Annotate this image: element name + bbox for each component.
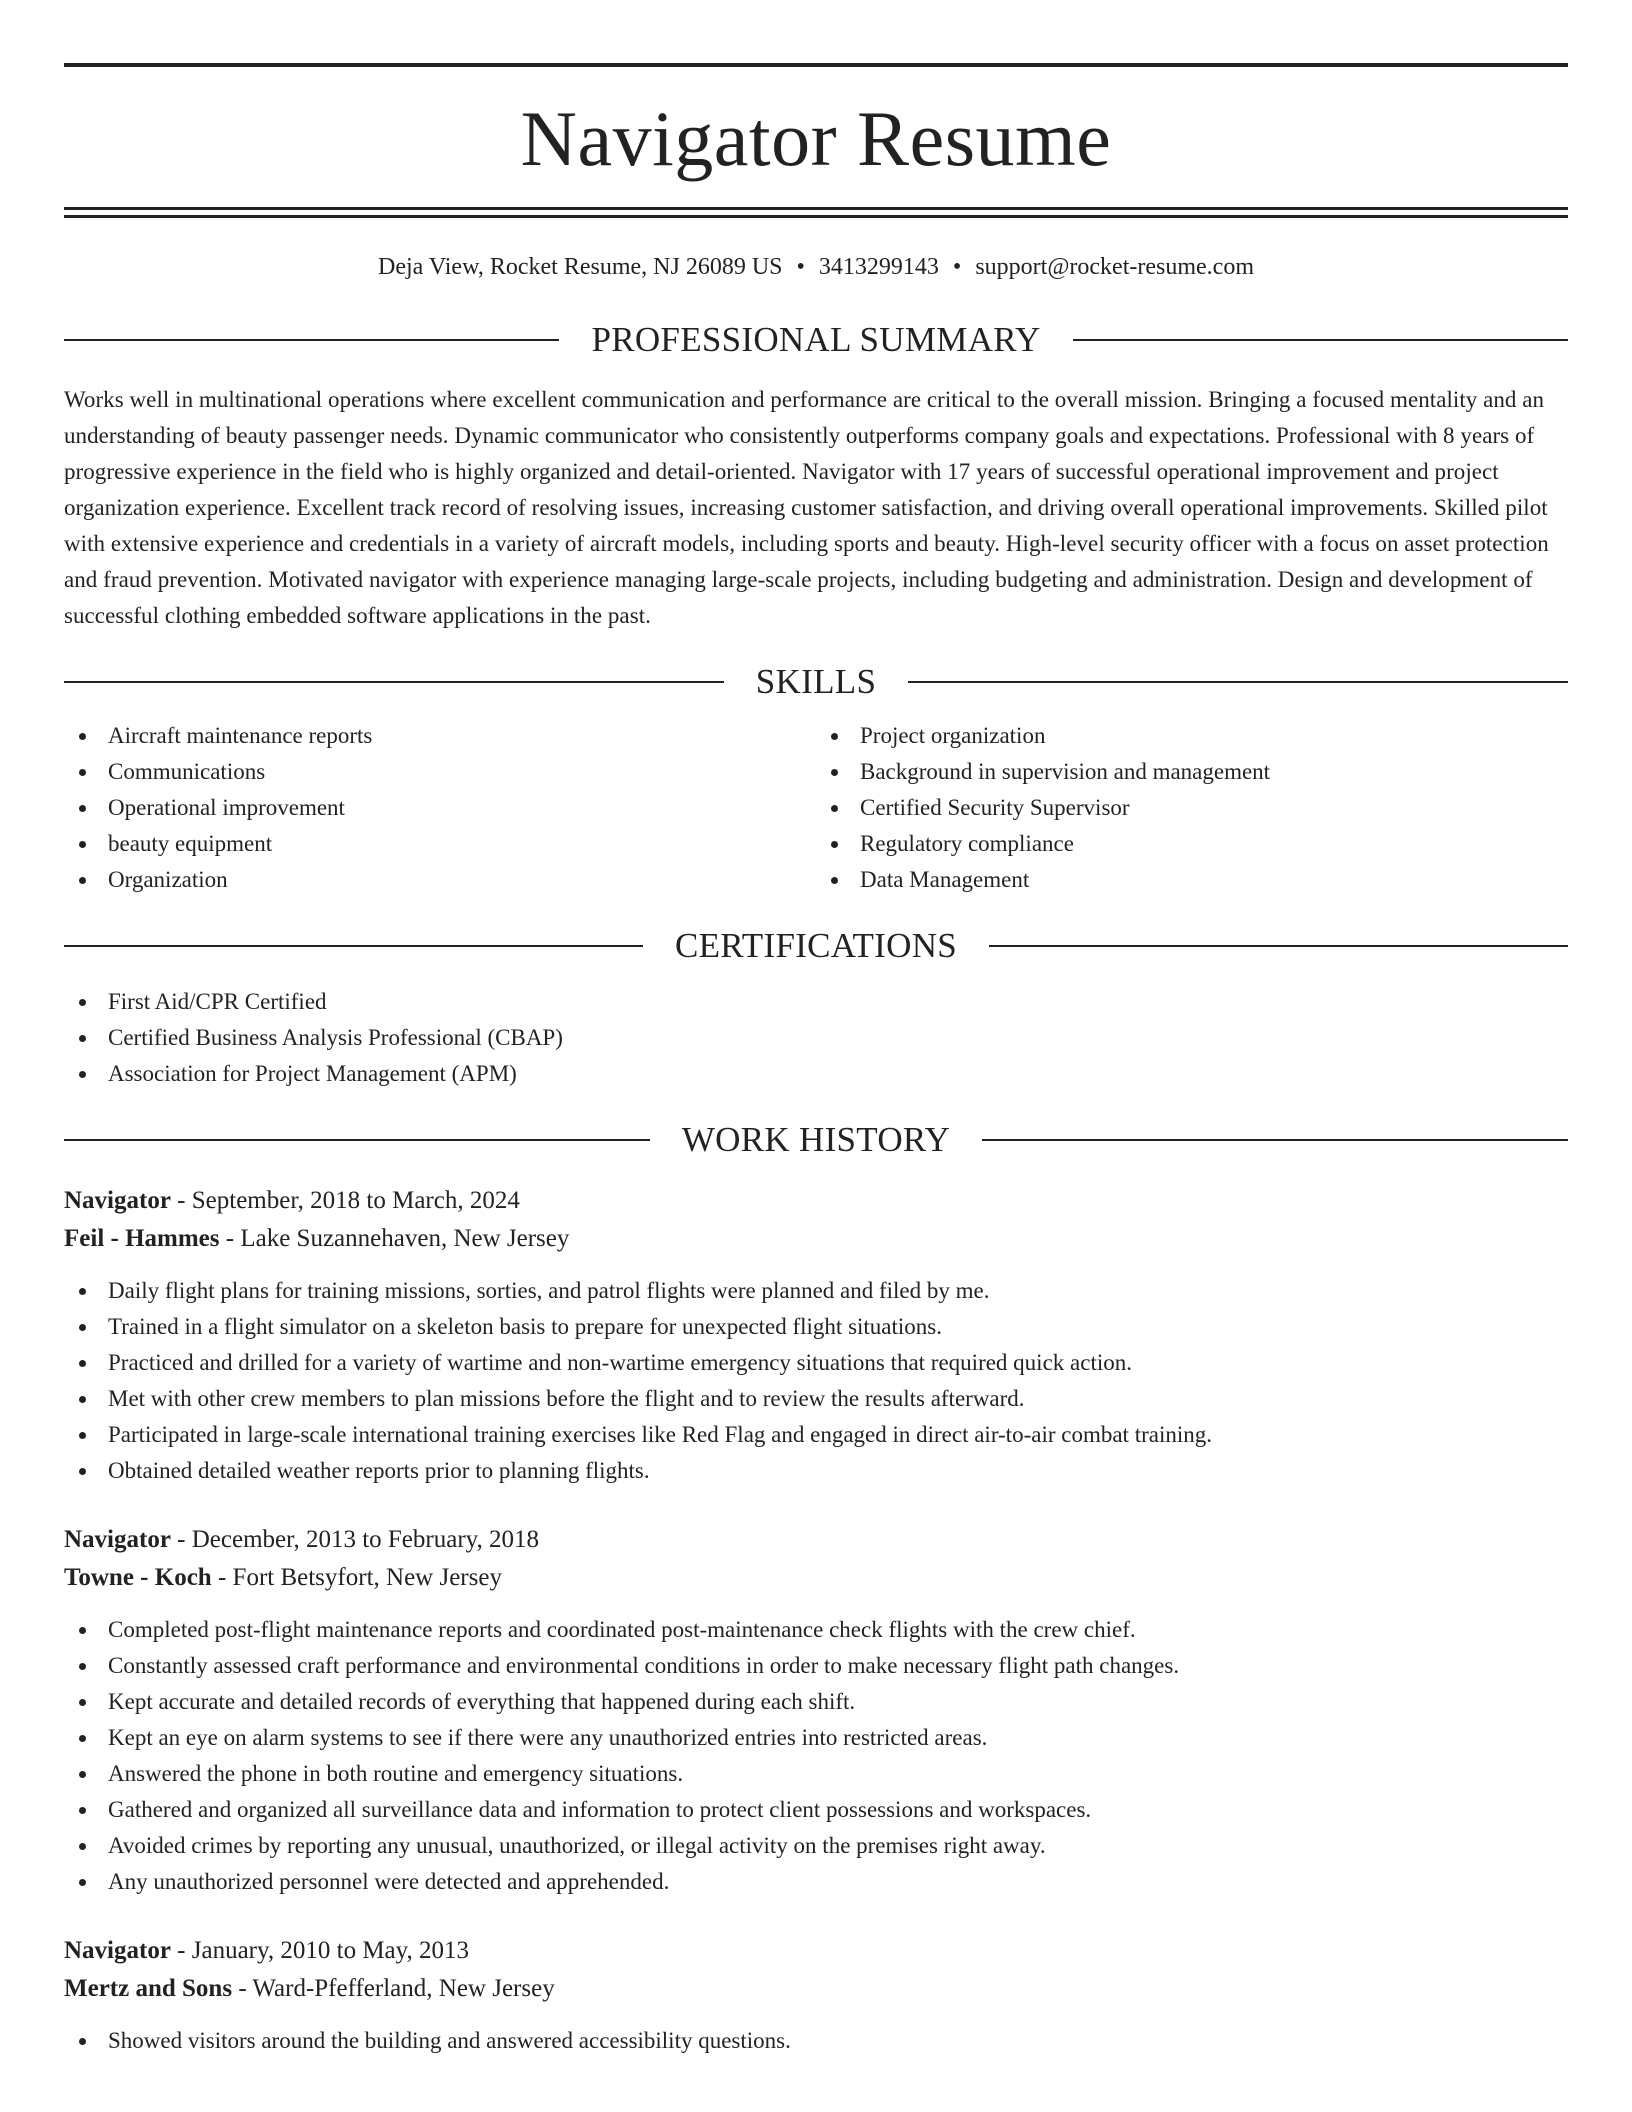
skills-list — [64, 718, 1568, 898]
certifications-section-title: CERTIFICATIONS — [674, 926, 958, 965]
section-rule-right — [989, 945, 1568, 947]
skill-item: Operational improvement — [64, 790, 816, 826]
job-entry — [64, 1182, 1568, 1489]
job-bullet: Showed visitors around the building and answered accessibility questions. — [64, 2023, 1568, 2059]
skills-column-left — [64, 718, 816, 898]
section-rule-left — [64, 681, 724, 683]
skill-item: Communications — [64, 754, 816, 790]
job-bullet: Obtained detailed weather reports prior to planning flights. — [64, 1453, 1568, 1489]
job-bullet: Trained in a flight simulator on a skeleton basis to prepare for unexpected flight situations. — [64, 1309, 1568, 1345]
resume-content — [64, 0, 1568, 2059]
job-title: Navigator — [64, 1526, 171, 1553]
job-company-line — [64, 1220, 1568, 1258]
job-bullet: Any unauthorized personnel were detected and apprehended. — [64, 1864, 1568, 1900]
certification-item: Certified Business Analysis Professional (CBAP) — [64, 1020, 1568, 1056]
job-bullet: Gathered and organized all surveillance data and information to protect client possessions and workspaces. — [64, 1792, 1568, 1828]
job-company: Mertz and Sons — [64, 1975, 233, 2002]
job-title: Navigator — [64, 1187, 171, 1214]
job-title: Navigator — [64, 1937, 171, 1964]
skill-item: Data Management — [816, 862, 1568, 898]
skills-column-right — [816, 718, 1568, 898]
job-dates: - September, 2018 to March, 2024 — [177, 1187, 520, 1214]
job-bullets — [64, 1612, 1568, 1900]
job-location: - Lake Suzannehaven, New Jersey — [225, 1225, 570, 1252]
section-rule-right — [1073, 339, 1568, 341]
job-bullet: Kept an eye on alarm systems to see if there were any unauthorized entries into restricted areas. — [64, 1720, 1568, 1756]
job-location: - Fort Betsyfort, New Jersey — [217, 1564, 502, 1591]
job-bullet: Met with other crew members to plan missions before the flight and to review the results afterward. — [64, 1381, 1568, 1417]
job-company: Towne - Koch — [64, 1564, 212, 1591]
job-bullet: Daily flight plans for training missions, sorties, and patrol flights were planned and filed by me. — [64, 1273, 1568, 1309]
summary-section-title: PROFESSIONAL SUMMARY — [591, 320, 1041, 359]
skill-item: Organization — [64, 862, 816, 898]
job-bullets — [64, 1273, 1568, 1489]
skill-item: Certified Security Supervisor — [816, 790, 1568, 826]
summary-text: Works well in multinational operations where excellent communication and performance are critical to the overall mission. Bringing a focused mentality and an understanding of beauty passenger needs. Dynamic communicator who consistently outperforms company goals and expectations. Professional with 8 years of progressive experience in the field who is highly organized and detail-oriented. Navigator with 17 years of successful operational improvement and project organization experience. Excellent track record of resolving issues, increasing customer satisfaction, and driving overall operational improvements. Skilled pilot with extensive experience and credentials in a variety of aircraft models, including sports and beauty. High-level security officer with a focus on asset protection and fraud prevention. Motivated navigator with experience managing large-scale projects, including budgeting and administration. Design and development of successful clothing embedded software applications in the past. — [64, 387, 1549, 628]
job-title-line — [64, 1932, 1568, 1970]
skills-section-header — [64, 662, 1568, 702]
job-title-line — [64, 1182, 1568, 1220]
summary-section-header — [64, 320, 1568, 360]
top-rule — [64, 63, 1568, 67]
skills-section-title: SKILLS — [755, 662, 877, 701]
job-bullet: Kept accurate and detailed records of everything that happened during each shift. — [64, 1684, 1568, 1720]
skill-item: Regulatory compliance — [816, 826, 1568, 862]
section-rule-right — [982, 1139, 1568, 1141]
certifications-section-header — [64, 926, 1568, 966]
section-rule-left — [64, 945, 643, 947]
job-bullet: Answered the phone in both routine and emergency situations. — [64, 1756, 1568, 1792]
job-dates: - December, 2013 to February, 2018 — [177, 1526, 540, 1553]
certifications-list — [64, 984, 1568, 1092]
job-company-line — [64, 1559, 1568, 1597]
job-entry — [64, 1932, 1568, 2059]
skill-item: Aircraft maintenance reports — [64, 718, 816, 754]
skill-item: Background in supervision and management — [816, 754, 1568, 790]
job-entry — [64, 1521, 1568, 1900]
job-bullet: Constantly assessed craft performance and environmental conditions in order to make necessary flight path changes. — [64, 1648, 1568, 1684]
title-double-rule — [64, 207, 1568, 218]
contact-line — [64, 252, 1568, 282]
skill-item: beauty equipment — [64, 826, 816, 862]
section-rule-right — [908, 681, 1568, 683]
job-company-line — [64, 1970, 1568, 2008]
job-location: - Ward-Pfefferland, New Jersey — [238, 1975, 555, 2002]
certification-item: Association for Project Management (APM) — [64, 1056, 1568, 1092]
work-section-title: WORK HISTORY — [681, 1120, 951, 1159]
work-section-header — [64, 1120, 1568, 1160]
section-rule-left — [64, 339, 559, 341]
contact-separator: • — [796, 254, 805, 280]
job-bullet: Participated in large-scale international training exercises like Red Flag and engaged in direct air-to-air combat training. — [64, 1417, 1568, 1453]
contact-address: Deja View, Rocket Resume, NJ 26089 US — [377, 254, 783, 280]
job-bullet: Avoided crimes by reporting any unusual, unauthorized, or illegal activity on the premises right away. — [64, 1828, 1568, 1864]
contact-email: support@rocket-resume.com — [975, 254, 1254, 280]
job-bullet: Completed post-flight maintenance reports and coordinated post-maintenance check flights with the crew chief. — [64, 1612, 1568, 1648]
job-dates: - January, 2010 to May, 2013 — [177, 1937, 470, 1964]
job-title-line — [64, 1521, 1568, 1559]
job-company: Feil - Hammes — [64, 1225, 220, 1252]
job-bullets — [64, 2023, 1568, 2059]
skill-item: Project organization — [816, 718, 1568, 754]
contact-phone: 3413299143 — [818, 254, 939, 280]
section-rule-left — [64, 1139, 650, 1141]
resume-title: Navigator Resume — [520, 95, 1112, 182]
contact-separator: • — [952, 254, 962, 280]
job-bullet: Practiced and drilled for a variety of wartime and non-wartime emergency situations that required quick action. — [64, 1345, 1568, 1381]
certification-item: First Aid/CPR Certified — [64, 984, 1568, 1020]
